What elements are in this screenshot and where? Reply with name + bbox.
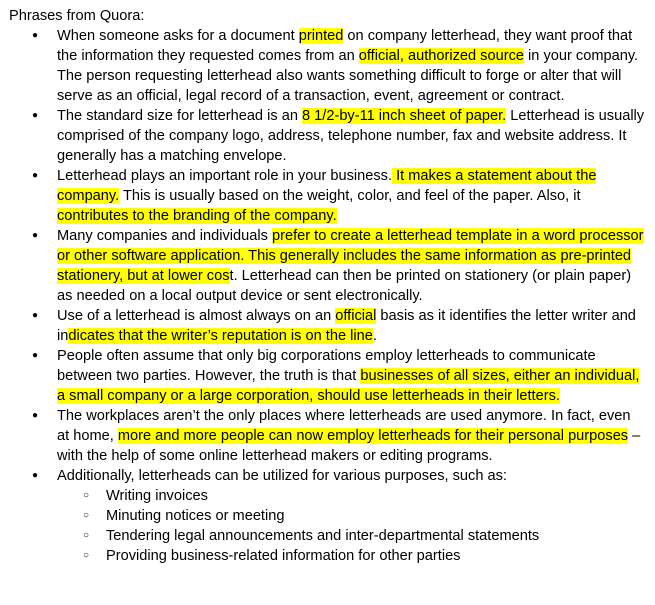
highlighted-text: official xyxy=(335,308,377,324)
text-segment: . xyxy=(372,328,377,344)
text-segment: The workplaces aren’t the only places where letterheads are used anymore. In fact, even at home, xyxy=(57,408,631,444)
highlighted-text: prefer to create a letterhead template in a word processor or other software application. This generally includes the same information as pre-printed stationery, but at lower cos xyxy=(57,228,644,284)
highlighted-text: businesses of all sizes, either an individual, a small company or a large corporation, should use letterheads in their letters. xyxy=(57,368,640,404)
highlighted-text: printed xyxy=(298,28,344,44)
bullet-item xyxy=(57,346,645,406)
highlighted-text: more and more people can now employ letterheads for their personal purposes xyxy=(117,428,629,444)
highlighted-text: contributes to the branding of the company. xyxy=(57,208,337,224)
document-heading: Phrases from Quora: xyxy=(9,8,145,24)
bullet-item xyxy=(57,226,645,306)
highlighted-text: It makes a statement about the company. xyxy=(57,168,597,204)
text-segment: Many companies and individuals xyxy=(57,228,272,244)
sub-bullet-item: ○ Writing invoices xyxy=(106,486,645,506)
sub-bullet-list xyxy=(57,486,645,566)
text-segment: Letterhead is usually comprised of the company logo, address, telephone number, fax and website address. It generally has a matching envelope. xyxy=(57,108,645,164)
text-segment: on company letterhead, they want proof that the information they requested comes from an xyxy=(57,28,633,64)
bullet-item xyxy=(57,166,645,226)
text-segment: People often assume that only big corporations employ letterheads to communicate between two parties. However, the truth is that xyxy=(57,348,596,384)
text-segment: Additionally, letterheads can be utilized for various purposes, such as: xyxy=(57,468,507,484)
text-segment: Letterhead plays an important role in your business. xyxy=(57,168,393,184)
text-segment: Use of a letterhead is almost always on an xyxy=(57,308,336,324)
bullet-item xyxy=(57,106,645,166)
bullet-item xyxy=(57,26,645,106)
bullet-item xyxy=(57,306,645,346)
sub-bullet-item: ○ Tendering legal announcements and inter-departmental statements xyxy=(106,526,645,546)
text-segment: basis as it identifies the letter writer and in xyxy=(57,308,636,344)
text-segment: in your company. The person requesting letterhead also wants something difficult to forge or alter that will serve as an official, legal record of a transaction, event, agreement or contract. xyxy=(57,48,639,104)
text-segment: t. Letterhead can then be printed on stationery (or plain paper) as needed on a local output device or sent electronically. xyxy=(57,268,632,304)
text-segment: The standard size for letterhead is an xyxy=(57,108,302,124)
bullet-item xyxy=(57,466,645,566)
highlighted-text: dicates that the writer’s reputation is on the line xyxy=(68,328,373,344)
bullet-list xyxy=(9,26,645,566)
highlighted-text: 8 1/2-by-11 inch sheet of paper. xyxy=(302,108,507,124)
text-segment: This is usually based on the weight, color, and feel of the paper. Also, it xyxy=(119,188,581,204)
text-segment: When someone asks for a document xyxy=(57,28,299,44)
highlighted-text: official, authorized source xyxy=(358,48,524,64)
bullet-item xyxy=(57,406,645,466)
sub-bullet-item: ○ Minuting notices or meeting xyxy=(106,506,645,526)
text-segment: – with the help of some online letterhead makers or editing programs. xyxy=(57,428,641,464)
sub-bullet-item: ○ Providing business-related information for other parties xyxy=(106,546,645,566)
